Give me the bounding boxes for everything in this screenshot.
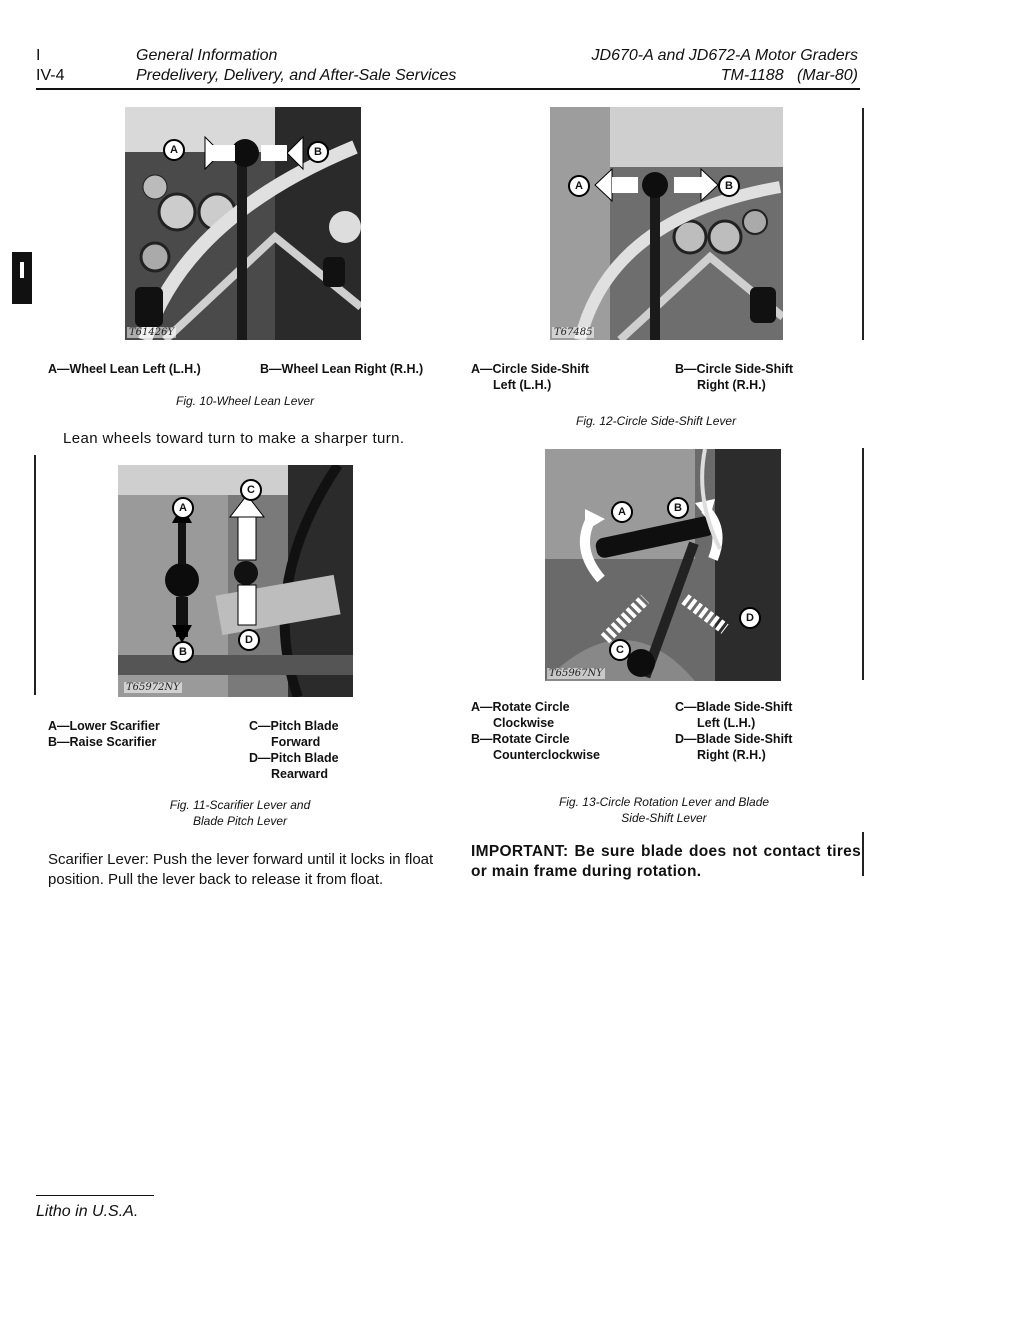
manual-date: (Mar-80)	[796, 67, 858, 84]
footer-rule	[36, 1195, 154, 1196]
important-note: IMPORTANT: Be sure blade does not contact tires or main frame during rotation.	[471, 843, 861, 880]
photo-code: T67485	[554, 327, 593, 338]
header-title: General Information	[136, 47, 278, 64]
fig11-caption-line1: Fig. 11-Scarifier Lever and	[169, 798, 311, 812]
photo-code: T61426Y	[129, 327, 175, 338]
callout-d: D	[238, 629, 260, 651]
fig12-caption: Fig. 12-Circle Side-Shift Lever	[576, 414, 737, 428]
fig10-legend-a: A—Wheel Lean Left (L.H.)	[48, 362, 201, 376]
section-tab	[12, 252, 32, 304]
fig11-text: Scarifier Lever: Push the lever forward until it locks in float position. Pull the lever back to release it from float.	[48, 851, 434, 888]
fig11-legend-d-line1: D—Pitch Blade	[249, 751, 339, 765]
fig12-legend-a	[471, 361, 589, 393]
fig13-photo	[545, 449, 781, 681]
change-bar	[862, 448, 864, 680]
photo-code: T65967NY	[549, 668, 603, 679]
fig13-caption-line2: Side-Shift Lever	[621, 811, 707, 825]
callout-a: A	[172, 497, 194, 519]
manual-number: TM-1188	[720, 67, 784, 84]
fig13-legend-b-line2: Counterclockwise	[493, 748, 600, 762]
callout-a: A	[568, 175, 590, 197]
manual-title: JD670-A and JD672-A Motor Graders	[591, 47, 858, 64]
fig11-legend-a: A—Lower Scarifier	[48, 719, 160, 733]
fig10-caption: Fig. 10-Wheel Lean Lever	[176, 394, 315, 408]
fig12-photo	[550, 107, 783, 340]
fig13-legend-a-line1: A—Rotate Circle	[471, 700, 570, 714]
photo-code: T65972NY	[126, 682, 180, 693]
fig11-legend-c	[249, 718, 339, 782]
wheel-lean-lever-image	[125, 107, 361, 340]
callout-a: A	[163, 139, 185, 161]
change-bar	[862, 832, 864, 876]
callout-a: A	[611, 501, 633, 523]
fig12-legend-b	[675, 361, 793, 393]
fig13-legend-d-line1: D—Blade Side-Shift	[675, 732, 793, 746]
callout-b: B	[718, 175, 740, 197]
fig13-caption	[528, 794, 800, 826]
scarifier-lever-image	[118, 465, 353, 697]
callout-b: B	[172, 641, 194, 663]
fig11-photo	[118, 465, 353, 697]
fig13-legend-b-line1: B—Rotate Circle	[471, 732, 570, 746]
fig11-caption-line2: Blade Pitch Lever	[192, 814, 288, 828]
callout-c: C	[609, 639, 631, 661]
callout-b: B	[667, 497, 689, 519]
circle-rotation-lever-image	[545, 449, 781, 681]
header-rule	[36, 88, 860, 90]
fig13-legend-d-line2: Right (R.H.)	[697, 748, 766, 762]
callout-d: D	[739, 607, 761, 629]
fig11-legend-c-line2: Forward	[271, 735, 321, 749]
change-bar	[862, 108, 864, 340]
fig13-legend-ab	[471, 699, 600, 763]
page-number: IV-4	[36, 67, 65, 84]
fig13-legend-c-line1: C—Blade Side-Shift	[675, 700, 793, 714]
fig10-text: Lean wheels toward turn to make a sharper turn.	[63, 430, 405, 447]
fig11-legend-c-line1: C—Pitch Blade	[249, 719, 339, 733]
fig11-caption	[140, 797, 340, 829]
fig13-legend-c-line2: Left (L.H.)	[697, 716, 756, 730]
fig10-photo	[125, 107, 361, 340]
fig10-legend-b: B—Wheel Lean Right (R.H.)	[260, 362, 424, 376]
header-subtitle: Predelivery, Delivery, and After-Sale Services	[136, 67, 457, 84]
section-tab-mark	[20, 262, 24, 278]
fig12-legend-a-line1: A—Circle Side-Shift	[471, 362, 590, 376]
section-numeral: I	[36, 47, 41, 64]
fig13-caption-line1: Fig. 13-Circle Rotation Lever and Blade	[558, 795, 770, 809]
callout-c: C	[240, 479, 262, 501]
circle-side-shift-lever-image	[550, 107, 783, 340]
fig12-legend-a-line2: Left (L.H.)	[493, 378, 552, 392]
litho-footer: Litho in U.S.A.	[36, 1203, 139, 1220]
fig13-legend-cd	[675, 699, 792, 763]
fig12-legend-b-line1: B—Circle Side-Shift	[675, 362, 794, 376]
fig11-legend-b: B—Raise Scarifier	[48, 735, 157, 749]
callout-b: B	[307, 141, 329, 163]
manual-number-date	[721, 66, 858, 86]
fig13-legend-a-line2: Clockwise	[493, 716, 555, 730]
change-bar	[34, 455, 36, 695]
fig12-legend-b-line2: Right (R.H.)	[697, 378, 766, 392]
fig11-legend-d-line2: Rearward	[271, 767, 328, 781]
